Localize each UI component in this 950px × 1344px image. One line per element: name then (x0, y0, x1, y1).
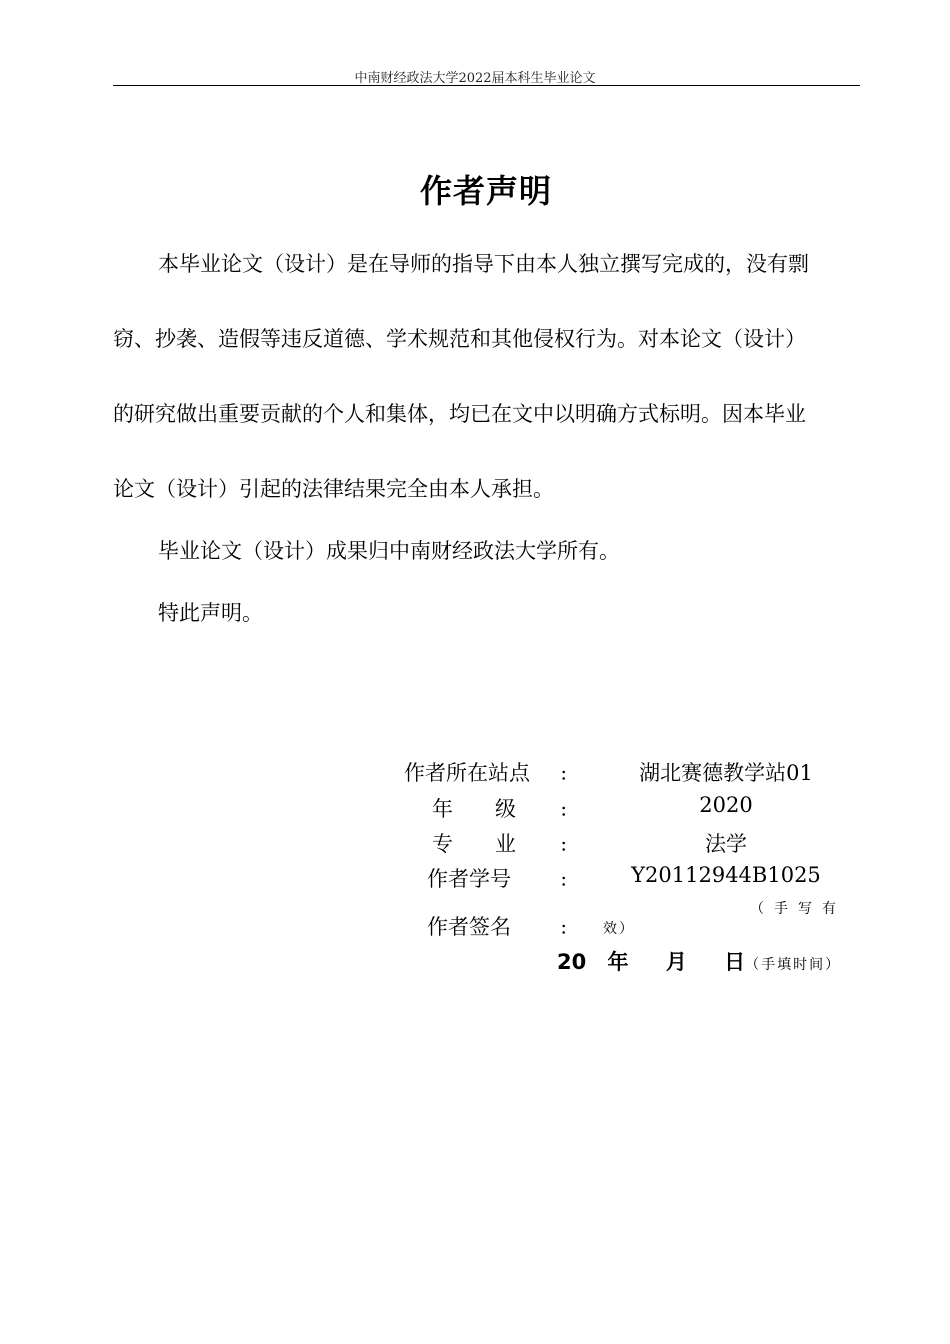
grade-value: 2020 (699, 793, 753, 817)
major-colon: ： (560, 836, 577, 855)
paragraph-line: 的研究做出重要贡献的个人和集体，均已在文中以明确方式标明。因本毕业 (113, 402, 806, 426)
signature-label: 作者签名 (427, 915, 511, 939)
major-value: 法学 (705, 832, 747, 856)
station-label: 作者所在站点 (404, 761, 530, 785)
closing-paragraph: 特此声明。 (158, 601, 263, 625)
date-month-label: 月 (665, 950, 687, 974)
student-id-colon: ： (560, 871, 577, 890)
ownership-paragraph: 毕业论文（设计）成果归中南财经政法大学所有。 (158, 539, 620, 563)
date-day-label: 日 (724, 950, 746, 974)
paragraph-line: 窃、抄袭、造假等违反道德、学术规范和其他侵权行为。对本论文（设计） (113, 327, 806, 351)
student-id-value: Y20112944B1025 (631, 863, 821, 887)
running-header: 中南财经政法大学2022届本科生毕业论文 (354, 71, 596, 86)
student-id-label: 作者学号 (427, 867, 511, 891)
page-title: 作者声明 (419, 172, 552, 210)
station-colon: ： (560, 765, 577, 784)
date-year-prefix: 20 (557, 950, 587, 974)
date-note: （手填时间） (745, 957, 842, 973)
grade-colon: ： (560, 801, 577, 820)
station-value: 湖北赛德教学站01 (639, 761, 813, 785)
paragraph-line: 本毕业论文（设计）是在导师的指导下由本人独立撰写完成的，没有剽 (158, 252, 809, 276)
signature-note-continued: 效） (603, 921, 635, 937)
major-label: 专 业 (432, 832, 516, 856)
date-year-label: 年 (607, 950, 629, 974)
paragraph-line: 论文（设计）引起的法律结果完全由本人承担。 (113, 477, 554, 501)
grade-label: 年 级 (432, 797, 516, 821)
signature-note: （手写有 (750, 901, 846, 917)
signature-colon: ： (560, 919, 577, 938)
date-line (557, 946, 841, 976)
declaration-paragraph (113, 227, 863, 527)
header-divider (113, 85, 860, 86)
